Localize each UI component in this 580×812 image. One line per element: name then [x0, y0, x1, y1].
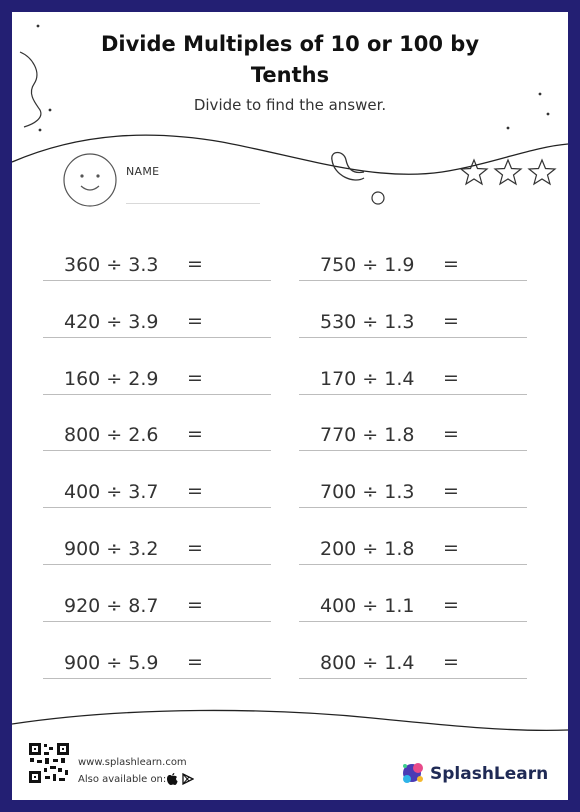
equals-sign: =	[187, 480, 203, 503]
problem-row[interactable]	[299, 242, 527, 281]
problem-row[interactable]	[43, 299, 271, 338]
apple-icon[interactable]	[166, 772, 178, 786]
division-expression: 900 ÷ 5.9	[64, 651, 159, 674]
equals-sign: =	[187, 253, 203, 275]
worksheet	[12, 12, 568, 800]
equals-sign: =	[443, 593, 459, 616]
footer-wave	[12, 702, 568, 752]
equals-sign: =	[443, 480, 459, 503]
division-expression: 800 ÷ 2.6	[64, 424, 159, 447]
division-expression: 170 ÷ 1.4	[320, 367, 415, 390]
equals-sign: =	[187, 593, 203, 616]
problem-row[interactable]	[299, 526, 527, 565]
squiggle-shape-icon	[324, 144, 394, 214]
website-link[interactable]: www.splashlearn.com	[78, 757, 187, 768]
equals-sign: =	[187, 537, 203, 559]
division-expression: 700 ÷ 1.3	[320, 481, 415, 504]
equals-sign: =	[187, 423, 203, 446]
division-expression: 400 ÷ 3.7	[64, 481, 159, 504]
problem-row[interactable]	[299, 299, 527, 338]
division-expression: 420 ÷ 3.9	[64, 310, 159, 333]
name-label: NAME	[126, 165, 160, 178]
smiley-face-icon	[62, 152, 122, 212]
equals-sign: =	[443, 650, 459, 673]
division-expression: 770 ÷ 1.8	[320, 424, 415, 447]
play-store-icon[interactable]	[182, 773, 194, 785]
problem-row[interactable]	[299, 583, 527, 622]
instruction-text: Divide to find the answer.	[193, 96, 387, 114]
brand-name: SplashLearn	[430, 764, 549, 784]
title-line-1: Divide Multiples of 10 or 100 by	[100, 32, 480, 56]
division-expression: 360 ÷ 3.3	[64, 254, 159, 276]
division-expression: 530 ÷ 1.3	[320, 310, 415, 333]
equals-sign: =	[443, 309, 459, 332]
equals-sign: =	[443, 366, 459, 389]
problem-row[interactable]	[43, 640, 271, 679]
problem-row[interactable]	[299, 356, 527, 395]
problem-row[interactable]	[43, 242, 271, 281]
equals-sign: =	[187, 366, 203, 389]
problem-row[interactable]	[43, 469, 271, 508]
problem-row[interactable]	[43, 356, 271, 395]
available-on-label: Also available on:	[78, 774, 167, 785]
splashlearn-logo-icon	[398, 758, 428, 788]
equals-sign: =	[443, 253, 459, 275]
equals-sign: =	[443, 423, 459, 446]
division-expression: 200 ÷ 1.8	[320, 538, 415, 560]
qr-code-icon	[28, 742, 70, 784]
three-stars-icon	[460, 158, 560, 190]
problem-row[interactable]	[43, 526, 271, 565]
problem-row[interactable]	[43, 412, 271, 451]
problem-row[interactable]	[299, 640, 527, 679]
division-expression: 920 ÷ 8.7	[64, 594, 159, 617]
problem-row[interactable]	[299, 469, 527, 508]
division-expression: 400 ÷ 1.1	[320, 594, 415, 617]
problem-row[interactable]	[299, 412, 527, 451]
division-expression: 160 ÷ 2.9	[64, 367, 159, 390]
problem-row[interactable]	[43, 583, 271, 622]
worksheet-title	[12, 29, 568, 91]
equals-sign: =	[187, 650, 203, 673]
division-expression: 900 ÷ 3.2	[64, 538, 159, 560]
equals-sign: =	[443, 537, 459, 559]
equals-sign: =	[187, 309, 203, 332]
name-field[interactable]	[126, 203, 260, 204]
division-expression: 800 ÷ 1.4	[320, 651, 415, 674]
title-line-2: Tenths	[250, 63, 330, 87]
division-expression: 750 ÷ 1.9	[320, 254, 415, 276]
